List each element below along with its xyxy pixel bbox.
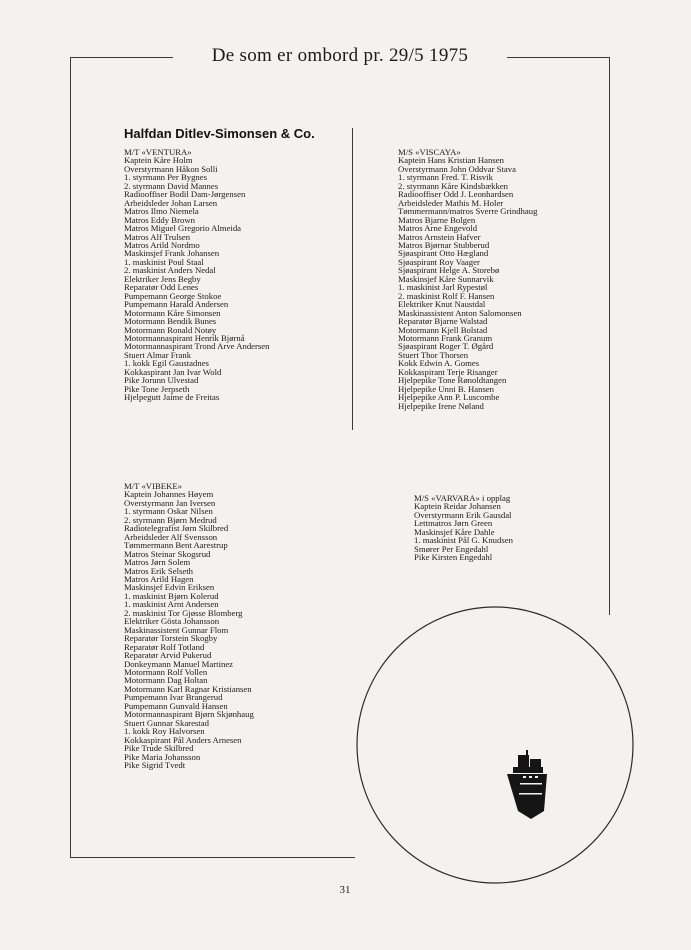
crew-member: 1. maskinist Jarl Rypestøl — [398, 282, 488, 293]
crew-member: 2. styrmann Kåre Kindsbækken — [398, 180, 509, 191]
crew-member: Donkeymann Manuel Martinez — [124, 658, 234, 669]
crew-member: Matros Alf Trulsen — [124, 231, 191, 242]
crew-member: Hjelpepike Ann P. Luscombe — [398, 392, 500, 403]
crew-member: Kokkaspirant Jan Ivar Wold — [124, 366, 222, 377]
column-divider-rule — [352, 128, 353, 430]
crew-member: Pumpemann Ivar Brangerud — [124, 692, 223, 703]
crew-list-varvara — [414, 494, 513, 562]
crew-member: Reparatør Odd Lenes — [124, 282, 199, 293]
page-title: De som er ombord pr. 29/5 1975 — [211, 45, 469, 66]
crew-member: Lettmatros Jørn Green — [414, 518, 493, 529]
page-number: 31 — [339, 884, 351, 896]
crew-member: Hjelpepike Tone Rønoldtangen — [398, 375, 507, 386]
crew-member: Sjøaspirant Roger T. Øgård — [398, 341, 494, 352]
crew-member: Radiooffiser Bodil Dam-Jørgensen — [124, 189, 246, 200]
crew-member: 2. styrmann David Mannes — [124, 180, 219, 191]
crew-member: Motormannaspirant Trond Arve Andersen — [124, 341, 270, 352]
crew-member: Sjøaspirant Helge A. Storebø — [398, 265, 500, 276]
ship-title-ventura: M/T «VENTURA» — [124, 147, 192, 157]
crew-member: 2. styrmann Bjørn Medrud — [124, 514, 217, 525]
crew-member: Hjelpepike Unni B. Hansen — [398, 383, 495, 394]
crew-member: Motormannaspirant Henrik Bjørnå — [124, 332, 245, 343]
crew-member: Motormann Dag Holtan — [124, 675, 208, 686]
frame-top-left-rule — [70, 57, 173, 58]
crew-member: Elektriker Gösta Johansson — [124, 616, 220, 627]
crew-member: Maskinsjef Frank Johansen — [124, 248, 220, 259]
crew-member: Overstyrmann Jan Iversen — [124, 497, 216, 508]
crew-member: Motormann Kjell Bolstad — [398, 324, 488, 335]
crew-member: 1. styrmann Per Bygnes — [124, 172, 208, 183]
crew-member: Pike Trude Skilbred — [124, 743, 194, 754]
crew-member: Pike Sigrid Tvedt — [124, 759, 186, 770]
ship-title-viscaya: M/S «VISCAYA» — [398, 147, 461, 157]
crew-member: Matros Jørn Solem — [124, 557, 191, 568]
crew-member: 1. maskinist Arnt Andersen — [124, 599, 219, 610]
crew-member: Reparatør Rolf Totland — [124, 641, 205, 652]
crew-member: Maskinassistent Gunnar Flom — [124, 624, 229, 635]
crew-member: 2. maskinist Rolf F. Hansen — [398, 290, 495, 301]
crew-member: Pumpemann Harald Andersen — [124, 299, 229, 310]
crew-member: Reparatør Arvid Pukerud — [124, 650, 212, 661]
crew-member: Motormann Ronald Notøy — [124, 324, 217, 335]
circle-illustration — [355, 605, 635, 885]
crew-member: 1. styrmann Fred. T. Risvik — [398, 172, 493, 183]
crew-member: Matros Arnstein Hafver — [398, 231, 481, 242]
crew-member: Pumpemann Gunvald Hansen — [124, 700, 228, 711]
crew-member: Hjelpegutt Jaime de Freitas — [124, 392, 220, 403]
crew-member: Matros Bjørnar Stubberud — [398, 239, 490, 250]
ship-title-vibeke: M/T «VIBEKE» — [124, 481, 182, 491]
crew-member: Motormann Bendik Bunes — [124, 316, 217, 327]
crew-member: Kokkaspirant Pål Anders Arnesen — [124, 734, 242, 745]
company-name: Halfdan Ditlev-Simonsen & Co. — [124, 126, 315, 141]
crew-member: Arbeidsleder Mathis M. Holer — [398, 197, 504, 208]
crew-member: Elektriker Jens Begby — [124, 273, 201, 284]
crew-member: Pike Kirsten Engedahl — [414, 552, 493, 563]
crew-member: Matros Arild Hagen — [124, 573, 194, 584]
crew-member: 1. kokk Egil Gaustadnes — [124, 358, 209, 369]
crew-member: 2. maskinist Anders Nedal — [124, 265, 216, 276]
crew-member: Pike Maria Johansson — [124, 751, 201, 762]
crew-member: Reparatør Bjarne Walstad — [398, 316, 488, 327]
crew-member: Matros Arne Engevold — [398, 223, 478, 234]
crew-member: Kokkaspirant Terje Risanger — [398, 366, 498, 377]
crew-member: Pike Jorunn Ulvestad — [124, 375, 199, 386]
crew-member: Overstyrmann John Oddvar Stava — [398, 163, 516, 174]
crew-member: Stuert Thor Thorsen — [398, 349, 469, 360]
crew-member: Matros Arild Nordmo — [124, 239, 200, 250]
crew-member: Kaptein Kåre Holm — [124, 155, 193, 166]
frame-top-right-rule — [507, 57, 609, 58]
crew-member: Matros Bjarne Bolgen — [398, 214, 476, 225]
crew-member: Tømmermann/matros Sverre Grindhaug — [398, 206, 538, 217]
crew-member: Matros Steinar Skogsrud — [124, 548, 211, 559]
crew-list-vibeke — [124, 482, 254, 769]
crew-member: Matros Miguel Gregorio Almeida — [124, 223, 242, 234]
crew-member: Kaptein Johannes Høyem — [124, 489, 214, 500]
crew-member: Motormann Frank Granum — [398, 332, 493, 343]
crew-list-ventura — [124, 148, 270, 402]
crew-member: Maskinsjef Kåre Dahle — [414, 526, 495, 537]
crew-member: Matros Erik Selseth — [124, 565, 194, 576]
frame-left-rule — [70, 57, 71, 857]
crew-member: Motormann Kåre Simonsen — [124, 307, 221, 318]
crew-member: Motormannaspirant Bjørn Skjønhaug — [124, 709, 254, 720]
crew-member: Hjelpepike Irene Nøland — [398, 400, 484, 411]
crew-member: Radiooffiser Odd J. Leonhardsen — [398, 189, 514, 200]
ship-icon — [507, 750, 547, 819]
crew-member: Pike Tone Jerpseth — [124, 383, 190, 394]
crew-member: Kaptein Reidar Johansen — [414, 501, 501, 512]
crew-member: Maskinsjef Kåre Sunnarvik — [398, 273, 494, 284]
crew-member: Pumpemann George Stokoe — [124, 290, 222, 301]
crew-member: Matros Eddy Brown — [124, 214, 195, 225]
crew-member: Kaptein Hans Kristian Hansen — [398, 155, 504, 166]
crew-member: Reparatør Torstein Skogby — [124, 633, 218, 644]
crew-member: Overstyrmann Erik Gausdal — [414, 509, 512, 520]
crew-member: Stuert Gunnar Skarestad — [124, 717, 209, 728]
crew-member: Motormann Rolf Vollen — [124, 666, 208, 677]
circle-outline — [357, 607, 633, 883]
ship-circle-graphic — [355, 605, 635, 885]
crew-member: Kokk Edwin A. Gomes — [398, 358, 480, 369]
crew-member: Matros Ilmo Niemela — [124, 206, 199, 217]
ship-title-varvara: M/S «VARVARA» i opplag — [414, 493, 511, 503]
crew-member: Maskinassistent Anton Salomonsen — [398, 307, 522, 318]
crew-member: Arbeidsleder Johan Larsen — [124, 197, 218, 208]
crew-member: 1. kokk Roy Halvorsen — [124, 726, 205, 737]
crew-member: Maskinsjef Edvin Eriksen — [124, 582, 215, 593]
crew-member: 1. maskinist Poul Staal — [124, 256, 204, 267]
crew-list-viscaya — [398, 148, 537, 410]
crew-member: Smører Per Engedahl — [414, 543, 489, 554]
crew-member: 1. maskinist Pål G. Knudsen — [414, 535, 513, 546]
crew-member: Radiotelegrafist Jørn Skilbred — [124, 523, 229, 534]
crew-member: Elektriker Knut Naustdal — [398, 299, 486, 310]
crew-member: Motormann Karl Ragnar Kristiansen — [124, 683, 252, 694]
crew-member: Arbeidsleder Alf Svensson — [124, 531, 218, 542]
frame-right-rule — [609, 57, 610, 615]
crew-member: 1. styrmann Oskar Nilsen — [124, 506, 213, 517]
crew-member: Sjøaspirant Otto Hægland — [398, 248, 489, 259]
crew-member: Tømmermann Bent Aarestrup — [124, 540, 228, 551]
crew-member: Overstyrmann Håkon Solli — [124, 163, 218, 174]
crew-member: 1. maskinist Bjørn Kolerud — [124, 590, 219, 601]
crew-member: Sjøaspirant Roy Vaager — [398, 256, 480, 267]
crew-member: 2. maskinist Tor Gjøsse Blomberg — [124, 607, 243, 618]
crew-member: Stuert Almar Frank — [124, 349, 192, 360]
frame-bottom-rule — [70, 857, 355, 858]
